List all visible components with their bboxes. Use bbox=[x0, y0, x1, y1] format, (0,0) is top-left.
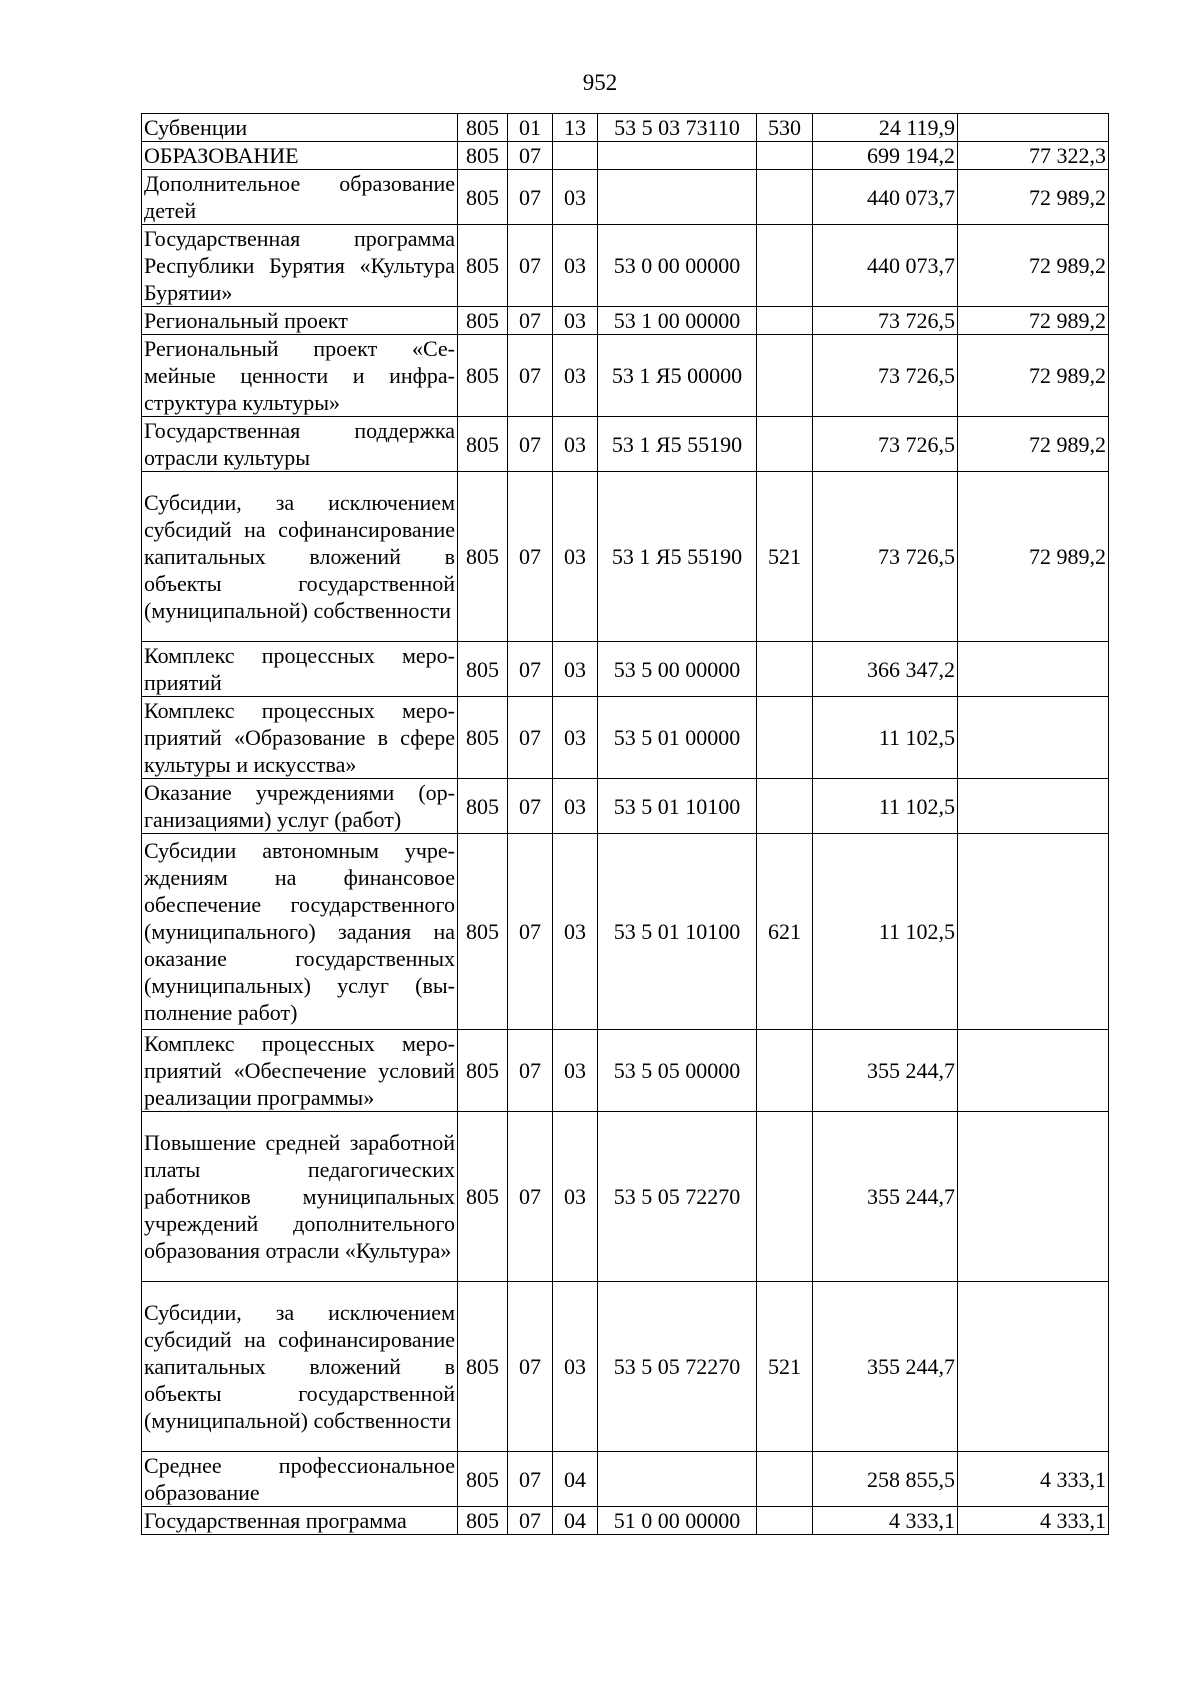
gr-code-cell: 805 bbox=[458, 834, 508, 1030]
row-name-cell: Комплекс процессных мероприятий bbox=[142, 642, 458, 697]
pr-code-cell: 03 bbox=[553, 472, 598, 642]
amount-1-cell: 355 244,7 bbox=[813, 1112, 958, 1282]
vr-code-cell: 521 bbox=[757, 1282, 813, 1452]
budget-table-body bbox=[142, 114, 1109, 1535]
amount-2-cell bbox=[958, 1112, 1109, 1282]
table-row bbox=[142, 1112, 1109, 1282]
table-row bbox=[142, 1282, 1109, 1452]
row-name-cell: Субсидии автономным учреждениям на финансовое обеспечение государственного (муниципального) задания на оказание государственных (муниципальных) услуг (выполнение работ) bbox=[142, 834, 458, 1030]
page-number: 952 bbox=[582, 70, 618, 95]
amount-2-cell: 72 989,2 bbox=[958, 335, 1109, 417]
csr-code-cell bbox=[598, 1452, 757, 1507]
amount-1-cell: 73 726,5 bbox=[813, 472, 958, 642]
gr-code-cell: 805 bbox=[458, 1452, 508, 1507]
amount-2-cell: 72 989,2 bbox=[958, 170, 1109, 225]
gr-code-cell: 805 bbox=[458, 1112, 508, 1282]
vr-code-cell bbox=[757, 642, 813, 697]
rz-code-cell: 07 bbox=[508, 1112, 553, 1282]
pr-code-cell: 03 bbox=[553, 417, 598, 472]
vr-code-cell: 530 bbox=[757, 114, 813, 142]
csr-code-cell: 53 1 Я5 55190 bbox=[598, 472, 757, 642]
vr-code-cell bbox=[757, 307, 813, 335]
amount-2-cell: 4 333,1 bbox=[958, 1507, 1109, 1535]
rz-code-cell: 07 bbox=[508, 142, 553, 170]
row-name-cell: Субсидии, за исключением субсидий на софинансирование капитальных вложений в объекты государственной (муниципальной) собственности bbox=[142, 1282, 458, 1452]
rz-code-cell: 07 bbox=[508, 1282, 553, 1452]
csr-code-cell: 53 5 05 00000 bbox=[598, 1030, 757, 1112]
rz-code-cell: 07 bbox=[508, 225, 553, 307]
amount-1-cell: 440 073,7 bbox=[813, 170, 958, 225]
amount-1-cell: 366 347,2 bbox=[813, 642, 958, 697]
vr-code-cell bbox=[757, 335, 813, 417]
table-row bbox=[142, 225, 1109, 307]
gr-code-cell: 805 bbox=[458, 170, 508, 225]
csr-code-cell: 53 0 00 00000 bbox=[598, 225, 757, 307]
amount-2-cell: 77 322,3 bbox=[958, 142, 1109, 170]
table-row bbox=[142, 697, 1109, 779]
row-name-cell: Комплекс процессных мероприятий «Обеспечение условий реализации программы» bbox=[142, 1030, 458, 1112]
csr-code-cell: 53 5 01 10100 bbox=[598, 779, 757, 834]
amount-2-cell: 72 989,2 bbox=[958, 472, 1109, 642]
amount-2-cell bbox=[958, 642, 1109, 697]
row-name-cell: Субсидии, за исключением субсидий на софинансирование капитальных вложений в объекты государственной (муниципальной) собственности bbox=[142, 472, 458, 642]
row-name-cell: Государственная программа bbox=[142, 1507, 458, 1535]
row-name-cell: Среднее профессиональное образование bbox=[142, 1452, 458, 1507]
rz-code-cell: 07 bbox=[508, 697, 553, 779]
amount-2-cell: 72 989,2 bbox=[958, 417, 1109, 472]
amount-1-cell: 258 855,5 bbox=[813, 1452, 958, 1507]
gr-code-cell: 805 bbox=[458, 114, 508, 142]
gr-code-cell: 805 bbox=[458, 1030, 508, 1112]
rz-code-cell: 07 bbox=[508, 1507, 553, 1535]
rz-code-cell: 07 bbox=[508, 335, 553, 417]
table-row bbox=[142, 1452, 1109, 1507]
vr-code-cell bbox=[757, 1507, 813, 1535]
csr-code-cell: 53 5 05 72270 bbox=[598, 1282, 757, 1452]
pr-code-cell: 03 bbox=[553, 307, 598, 335]
row-name-cell: Оказание учреждениями (организациями) услуг (работ) bbox=[142, 779, 458, 834]
gr-code-cell: 805 bbox=[458, 1282, 508, 1452]
csr-code-cell bbox=[598, 170, 757, 225]
gr-code-cell: 805 bbox=[458, 307, 508, 335]
row-name-cell: ОБРАЗОВАНИЕ bbox=[142, 142, 458, 170]
amount-2-cell bbox=[958, 697, 1109, 779]
row-name-cell: Дополнительное образование детей bbox=[142, 170, 458, 225]
amount-2-cell bbox=[958, 779, 1109, 834]
rz-code-cell: 07 bbox=[508, 642, 553, 697]
amount-1-cell: 699 194,2 bbox=[813, 142, 958, 170]
csr-code-cell: 53 1 Я5 00000 bbox=[598, 335, 757, 417]
amount-1-cell: 11 102,5 bbox=[813, 697, 958, 779]
amount-2-cell: 4 333,1 bbox=[958, 1452, 1109, 1507]
vr-code-cell: 621 bbox=[757, 834, 813, 1030]
rz-code-cell: 07 bbox=[508, 170, 553, 225]
rz-code-cell: 07 bbox=[508, 779, 553, 834]
table-row bbox=[142, 170, 1109, 225]
amount-1-cell: 73 726,5 bbox=[813, 307, 958, 335]
csr-code-cell: 51 0 00 00000 bbox=[598, 1507, 757, 1535]
vr-code-cell bbox=[757, 170, 813, 225]
amount-2-cell bbox=[958, 1282, 1109, 1452]
amount-1-cell: 355 244,7 bbox=[813, 1030, 958, 1112]
pr-code-cell: 03 bbox=[553, 335, 598, 417]
pr-code-cell: 03 bbox=[553, 1030, 598, 1112]
row-name-cell: Государственная программа Республики Бурятия «Культура Бурятии» bbox=[142, 225, 458, 307]
gr-code-cell: 805 bbox=[458, 697, 508, 779]
table-row bbox=[142, 114, 1109, 142]
rz-code-cell: 07 bbox=[508, 472, 553, 642]
amount-1-cell: 73 726,5 bbox=[813, 417, 958, 472]
amount-1-cell: 440 073,7 bbox=[813, 225, 958, 307]
pr-code-cell: 03 bbox=[553, 170, 598, 225]
csr-code-cell: 53 5 05 72270 bbox=[598, 1112, 757, 1282]
table-row bbox=[142, 642, 1109, 697]
amount-2-cell bbox=[958, 834, 1109, 1030]
pr-code-cell: 03 bbox=[553, 225, 598, 307]
csr-code-cell: 53 5 00 00000 bbox=[598, 642, 757, 697]
pr-code-cell: 03 bbox=[553, 834, 598, 1030]
vr-code-cell bbox=[757, 1030, 813, 1112]
table-row bbox=[142, 417, 1109, 472]
gr-code-cell: 805 bbox=[458, 335, 508, 417]
pr-code-cell: 03 bbox=[553, 779, 598, 834]
vr-code-cell bbox=[757, 697, 813, 779]
gr-code-cell: 805 bbox=[458, 642, 508, 697]
table-row bbox=[142, 1030, 1109, 1112]
pr-code-cell: 04 bbox=[553, 1452, 598, 1507]
gr-code-cell: 805 bbox=[458, 472, 508, 642]
pr-code-cell: 03 bbox=[553, 1282, 598, 1452]
vr-code-cell bbox=[757, 225, 813, 307]
csr-code-cell: 53 5 03 73110 bbox=[598, 114, 757, 142]
gr-code-cell: 805 bbox=[458, 1507, 508, 1535]
vr-code-cell bbox=[757, 779, 813, 834]
pr-code-cell: 03 bbox=[553, 697, 598, 779]
pr-code-cell: 03 bbox=[553, 642, 598, 697]
table-row bbox=[142, 142, 1109, 170]
rz-code-cell: 07 bbox=[508, 307, 553, 335]
vr-code-cell bbox=[757, 1452, 813, 1507]
gr-code-cell: 805 bbox=[458, 417, 508, 472]
amount-2-cell bbox=[958, 1030, 1109, 1112]
table-row bbox=[142, 335, 1109, 417]
amount-1-cell: 24 119,9 bbox=[813, 114, 958, 142]
table-row bbox=[142, 307, 1109, 335]
amount-1-cell: 4 333,1 bbox=[813, 1507, 958, 1535]
vr-code-cell: 521 bbox=[757, 472, 813, 642]
csr-code-cell: 53 5 01 00000 bbox=[598, 697, 757, 779]
vr-code-cell bbox=[757, 142, 813, 170]
amount-2-cell: 72 989,2 bbox=[958, 307, 1109, 335]
pr-code-cell: 03 bbox=[553, 1112, 598, 1282]
table-row bbox=[142, 1507, 1109, 1535]
amount-1-cell: 11 102,5 bbox=[813, 834, 958, 1030]
row-name-cell: Региональный проект bbox=[142, 307, 458, 335]
amount-1-cell: 355 244,7 bbox=[813, 1282, 958, 1452]
rz-code-cell: 07 bbox=[508, 1030, 553, 1112]
rz-code-cell: 07 bbox=[508, 1452, 553, 1507]
table-row bbox=[142, 472, 1109, 642]
vr-code-cell bbox=[757, 1112, 813, 1282]
amount-2-cell: 72 989,2 bbox=[958, 225, 1109, 307]
pr-code-cell bbox=[553, 142, 598, 170]
csr-code-cell: 53 5 01 10100 bbox=[598, 834, 757, 1030]
csr-code-cell bbox=[598, 142, 757, 170]
rz-code-cell: 07 bbox=[508, 417, 553, 472]
row-name-cell: Комплекс процессных мероприятий «Образование в сфере культуры и искусства» bbox=[142, 697, 458, 779]
row-name-cell: Повышение средней заработной платы педагогических работников муниципальных учреждений дополнительного образования отрасли «Культура» bbox=[142, 1112, 458, 1282]
pr-code-cell: 04 bbox=[553, 1507, 598, 1535]
row-name-cell: Государственная поддержка отрасли культуры bbox=[142, 417, 458, 472]
vr-code-cell bbox=[757, 417, 813, 472]
gr-code-cell: 805 bbox=[458, 779, 508, 834]
row-name-cell: Региональный проект «Семейные ценности и инфраструктура культуры» bbox=[142, 335, 458, 417]
amount-1-cell: 11 102,5 bbox=[813, 779, 958, 834]
amount-2-cell bbox=[958, 114, 1109, 142]
gr-code-cell: 805 bbox=[458, 225, 508, 307]
row-name-cell: Субвенции bbox=[142, 114, 458, 142]
rz-code-cell: 01 bbox=[508, 114, 553, 142]
table-row bbox=[142, 834, 1109, 1030]
rz-code-cell: 07 bbox=[508, 834, 553, 1030]
gr-code-cell: 805 bbox=[458, 142, 508, 170]
amount-1-cell: 73 726,5 bbox=[813, 335, 958, 417]
pr-code-cell: 13 bbox=[553, 114, 598, 142]
table-row bbox=[142, 779, 1109, 834]
csr-code-cell: 53 1 00 00000 bbox=[598, 307, 757, 335]
budget-table bbox=[141, 113, 1109, 1535]
csr-code-cell: 53 1 Я5 55190 bbox=[598, 417, 757, 472]
